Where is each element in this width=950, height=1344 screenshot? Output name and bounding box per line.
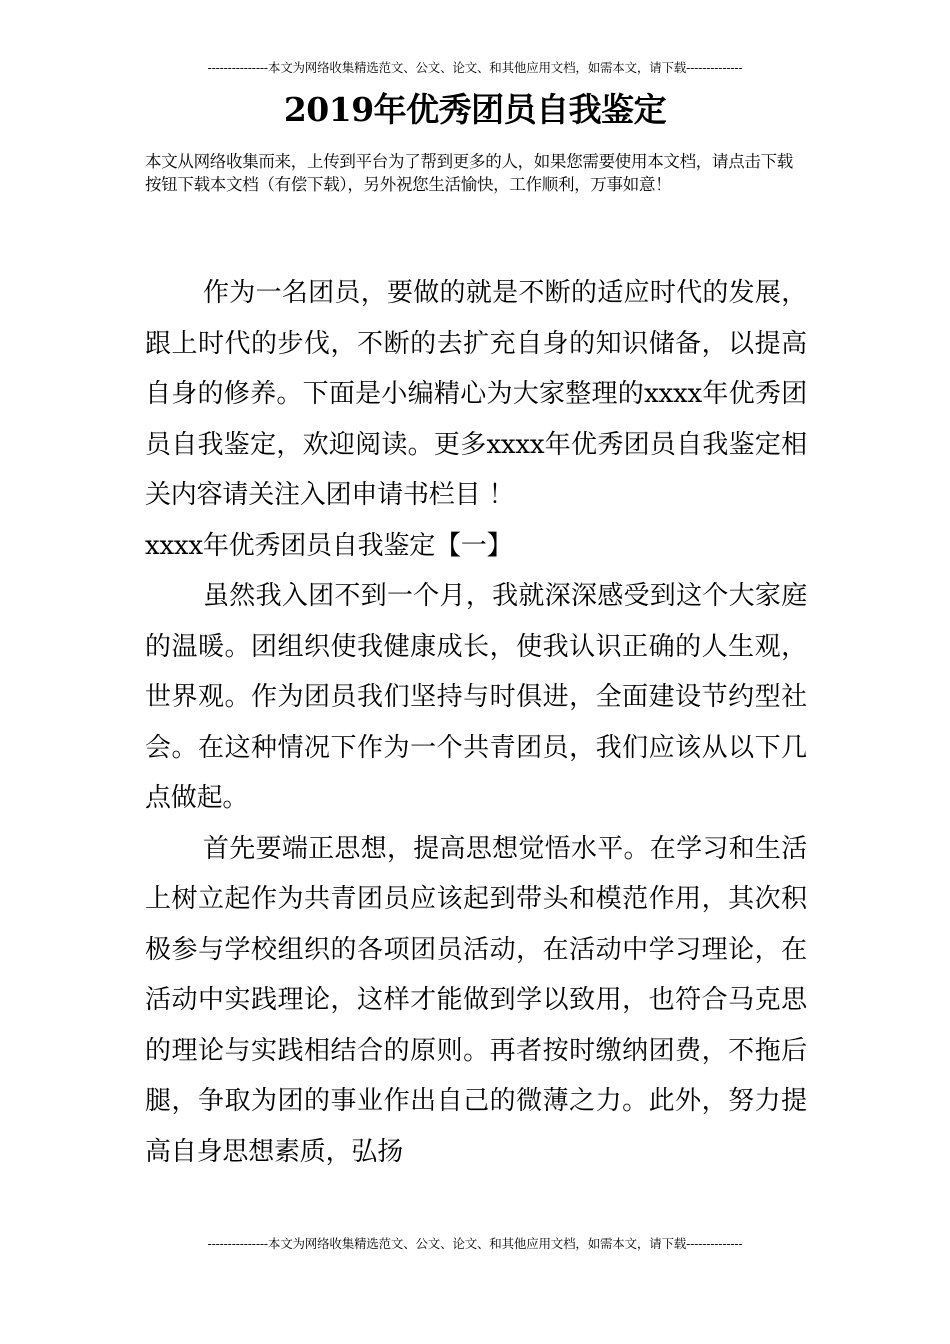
intro-notice: 本文从网络收集而来，上传到平台为了帮到更多的人，如果您需要使用本文档，请点击下载按钮下载本文档（有偿下载），另外祝您生活愉快，工作顺利，万事如意！ [145, 152, 794, 194]
document-body [145, 268, 807, 1177]
body-paragraph: 作为一名团员，要做的就是不断的适应时代的发展，跟上时代的步伐，不断的去扩充自身的知识储备，以提高自身的修养。下面是小编精心为大家整理的xxxx年优秀团员自我鉴定，欢迎阅读。更多xxxx年优秀团员自我鉴定相关内容请关注入团申请书栏目 ！ [145, 278, 807, 510]
footer-banner: ---------------本文为网络收集精选范文、公文、论文、和其他应用文档，如需本文，请下载-------------- [207, 1236, 743, 1251]
body-paragraph: 虽然我入团不到一个月，我就深深感受到这个大家庭的温暖。团组织使我健康成长，使我认识正确的人生观，世界观。作为团员我们坚持与时俱进，全面建设节约型社会。在这种情况下作为一个共青团员，我们应该从以下几点做起。 [145, 581, 807, 813]
header-banner: ---------------本文为网络收集精选范文、公文、论文、和其他应用文档，如需本文，请下载-------------- [207, 60, 743, 75]
body-paragraph: 首先要端正思想，提高思想觉悟水平。在学习和生活上树立起作为共青团员应该起到带头和模范作用，其次积极参与学校组织的各项团员活动，在活动中学习理论，在活动中实践理论，这样才能做到学以致用，也符合马克思的理论与实践相结合的原则。再者按时缴纳团费，不拖后腿，争取为团的事业作出自己的微薄之力。此外，努力提高自身思想素质，弘扬 [145, 833, 807, 1167]
section-heading: xxxx年优秀团员自我鉴定【一】 [145, 530, 513, 561]
document-title: 2019年优秀团员自我鉴定 [283, 90, 667, 129]
